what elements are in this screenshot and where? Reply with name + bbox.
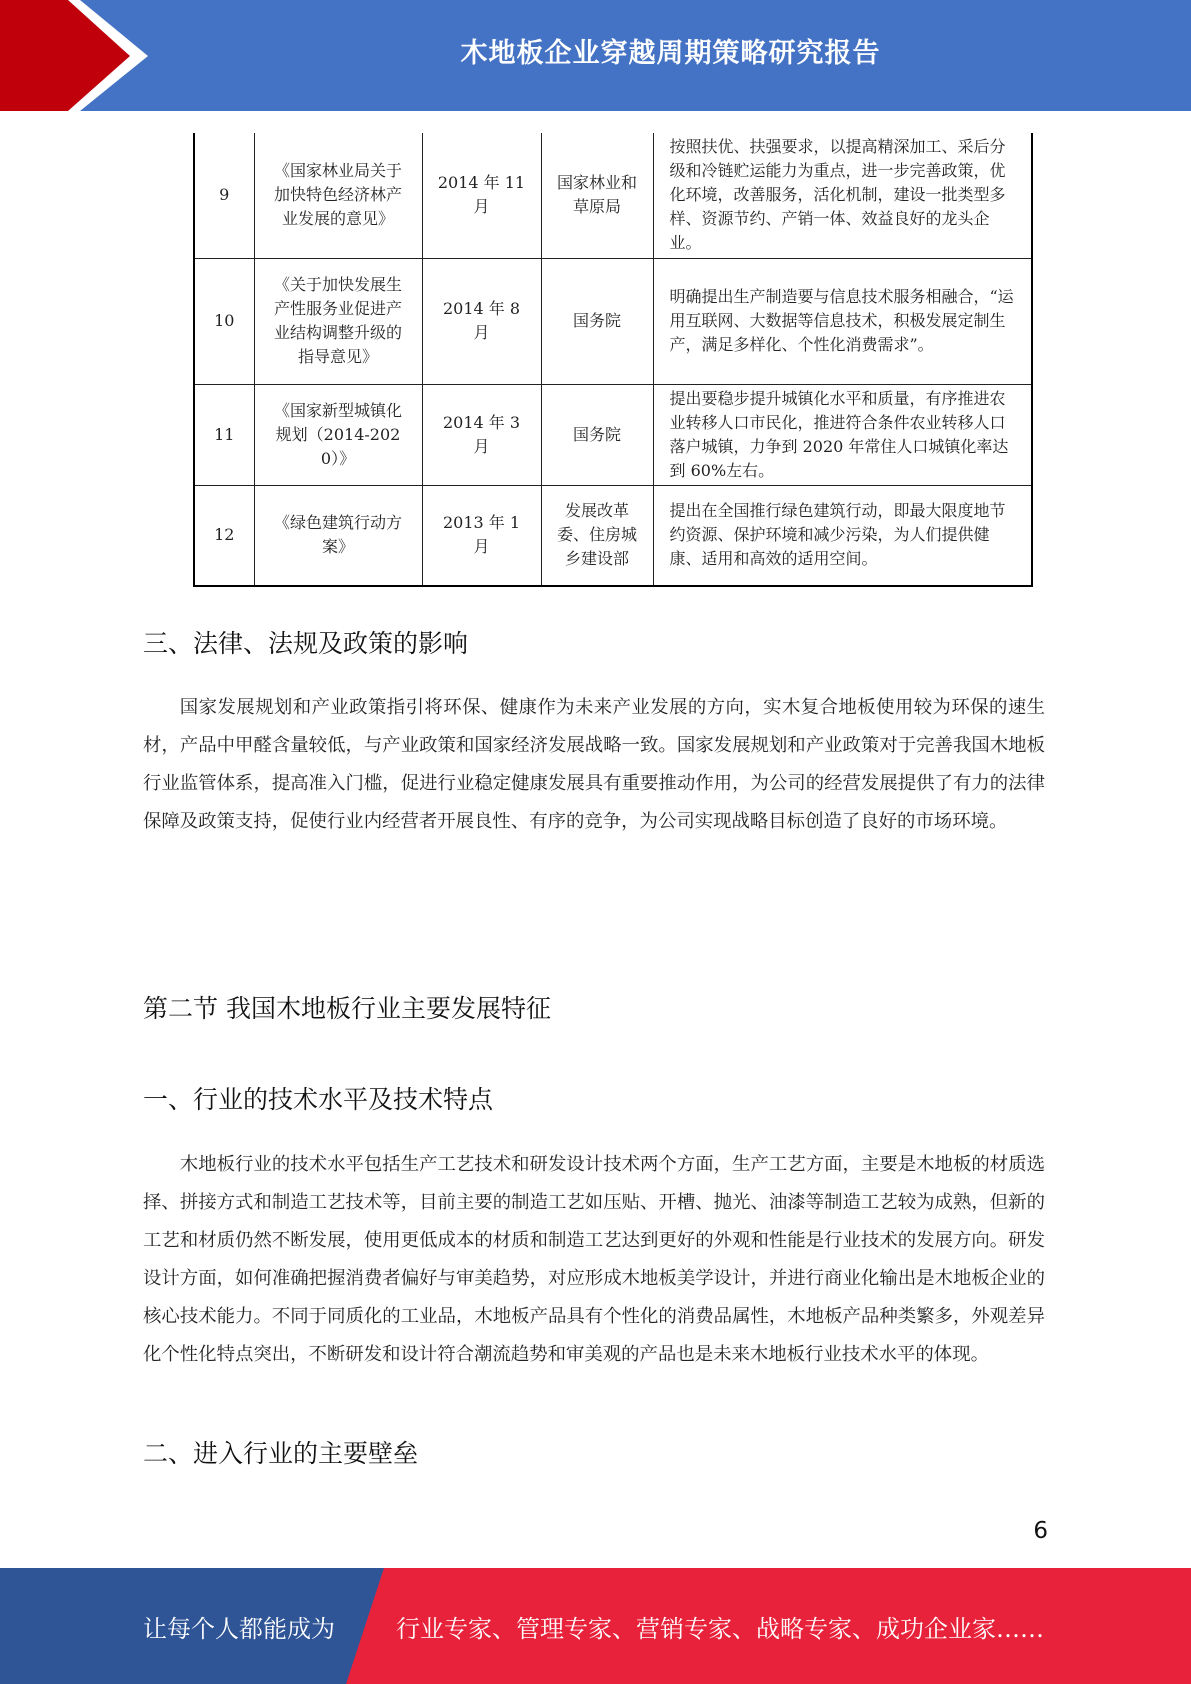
policy-content: 提出要稳步提升城镇化水平和质量，有序推进农业转移人口市民化，推进符合条件农业转移人口落户城镇，力争到 2020 年常住人口城镇化率达到 60%左右。 — [653, 384, 1032, 485]
policy-name: 《国家新型城镇化规划（2014-2020）》 — [254, 384, 422, 485]
table-row — [194, 258, 1032, 384]
section-paragraph-tech: 木地板行业的技术水平包括生产工艺技术和研发设计技术两个方面，生产工艺方面，主要是木地板的材质选择、拼接方式和制造工艺技术等，目前主要的制造工艺如压贴、开槽、抛光、油漆等制造工艺较为成熟，但新的工艺和材质仍然不断发展，使用更低成本的材质和制造工艺达到更好的外观和性能是行业技术的发展方向。研发设计方面，如何准确把握消费者偏好与审美趋势，对应形成木地板美学设计，并进行商业化输出是木地板企业的核心技术能力。不同于同质化的工业品，木地板产品具有个性化的消费品属性，木地板产品种类繁多，外观差异化个性化特点突出，不断研发和设计符合潮流趋势和审美观的产品也是未来木地板行业技术水平的体现。 — [143, 1154, 1045, 1365]
section-paragraph-law-policy: 国家发展规划和产业政策指引将环保、健康作为未来产业发展的方向，实木复合地板使用较为环保的速生材，产品中甲醛含量较低，与产业政策和国家经济发展战略一致。国家发展规划和产业政策对于完善我国木地板行业监管体系，提高准入门槛，促进行业稳定健康发展具有重要推动作用，为公司的经营发展提供了有力的法律保障及政策支持，促使行业内经营者开展良性、有序的竞争，为公司实现战略目标创造了良好的市场环境。 — [143, 697, 1045, 832]
policy-date: 2014 年 3 月 — [422, 384, 541, 485]
row-number: 11 — [194, 384, 254, 485]
policy-issuer: 国家林业和草原局 — [541, 133, 653, 258]
policy-content: 按照扶优、扶强要求，以提高精深加工、采后分级和冷链贮运能力为重点，进一步完善政策，优化环境，改善服务，活化机制，建设一批类型多样、资源节约、产销一体、效益良好的龙头企业。 — [653, 133, 1032, 258]
chapter-heading: 第二节 我国木地板行业主要发展特征 — [143, 994, 551, 1023]
report-title: 木地板企业穿越周期策略研究报告 — [460, 37, 881, 69]
footer-slogan-right: 行业专家、管理专家、营销专家、战略专家、成功企业家…… — [396, 1614, 1044, 1643]
policy-date: 2014 年 8 月 — [422, 258, 541, 384]
policy-table — [193, 133, 1033, 587]
page-number: 6 — [1033, 1518, 1048, 1544]
page-footer — [0, 1568, 1191, 1684]
policy-issuer: 国务院 — [541, 258, 653, 384]
policy-date: 2013 年 1 月 — [422, 485, 541, 586]
policy-issuer: 发展改革委、住房城乡建设部 — [541, 485, 653, 586]
policy-content: 明确提出生产制造要与信息技术服务相融合，“运用互联网、大数据等信息技术，积极发展定制生产，满足多样化、个性化消费需求”。 — [653, 258, 1032, 384]
page-header — [0, 0, 1191, 111]
footer-slogan-left: 让每个人都能成为 — [143, 1614, 335, 1643]
table-row — [194, 384, 1032, 485]
section-heading-law-policy: 三、法律、法规及政策的影响 — [143, 629, 469, 658]
table-row — [194, 133, 1032, 258]
policy-issuer: 国务院 — [541, 384, 653, 485]
policy-name: 《关于加快发展生产性服务业促进产业结构调整升级的指导意见》 — [254, 258, 422, 384]
table-row — [194, 485, 1032, 586]
section-heading-barriers: 二、进入行业的主要壁垒 — [143, 1439, 419, 1468]
policy-name: 《国家林业局关于加快特色经济林产业发展的意见》 — [254, 133, 422, 258]
policy-date: 2014 年 11 月 — [422, 133, 541, 258]
policy-name: 《绿色建筑行动方案》 — [254, 485, 422, 586]
policy-content: 提出在全国推行绿色建筑行动，即最大限度地节约资源、保护环境和减少污染，为人们提供健康、适用和高效的适用空间。 — [653, 485, 1032, 586]
section-heading-tech: 一、行业的技术水平及技术特点 — [143, 1085, 494, 1114]
row-number: 9 — [194, 133, 254, 258]
row-number: 10 — [194, 258, 254, 384]
row-number: 12 — [194, 485, 254, 586]
